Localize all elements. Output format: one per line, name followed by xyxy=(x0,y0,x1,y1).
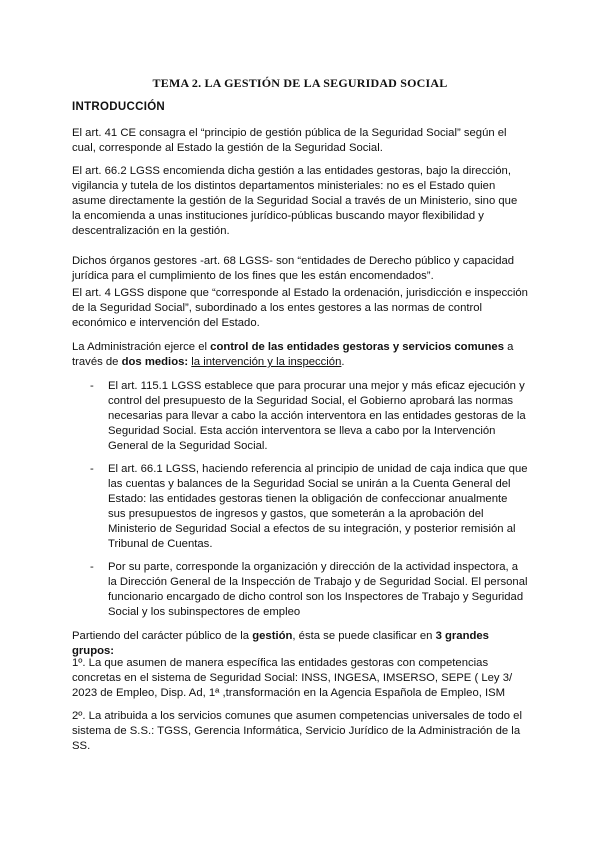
control-underline-means: la intervención y la inspección xyxy=(191,356,342,368)
groups-text-c: , ésta se puede clasificar en xyxy=(292,630,436,642)
control-text-g: . xyxy=(341,356,345,368)
control-text-a: La Administración ejerce el xyxy=(72,341,211,353)
paragraph-principle: El art. 41 CE consagra el “principio de gestión pública de la Seguridad Social” según el cual, corresponde al Estado la gestión de la Seguridad Social. xyxy=(72,127,507,154)
bullet-dash: - xyxy=(90,380,94,392)
paragraph-group-1: 1º. La que asumen de manera específica las entidades gestoras con competencias concretas en el sistema de Seguridad Social: INSS, INGESA, IMSERSO, SEPE ( Ley 3/ 2023 de Empleo, Disp. Ad, 1ª ,transformación en la Agencia Española de Empleo, ISM xyxy=(72,657,513,699)
document-title: TEMA 2. LA GESTIÓN DE LA SEGURIDAD SOCIAL xyxy=(152,76,448,90)
control-bold-means: dos medios: xyxy=(121,356,189,368)
groups-bold-three: 3 grandes grupos: xyxy=(72,630,489,657)
bullet-text: El art. 115.1 LGSS establece que para procurar una mejor y más eficaz ejecución y control del presupuesto de la Seguridad Social, el Gobierno aprobará las normas necesarias para llevar a cabo la acción interventora en las entidades gestoras de la Seguridad Social. Esta acción interventora se lleva a cabo por la Intervención General de la Seguridad Social. xyxy=(108,380,526,452)
paragraph-organs: Dichos órganos gestores -art. 68 LGSS- son “entidades de Derecho público y capacidad jurídica para el cumplimiento de los fines que les están encomendados”. xyxy=(72,255,515,282)
paragraph-groups xyxy=(72,629,528,659)
section-heading: INTRODUCCIÓN xyxy=(72,101,166,113)
control-bold-entities: control de las entidades gestoras y servicios comunes xyxy=(210,341,504,353)
bullet-text: Por su parte, corresponde la organización y dirección de la actividad inspectora, a la Dirección General de la Inspección de Trabajo y de Seguridad Social. El personal funcionario encargado de dicho control son los Inspectores de Trabajo y Seguridad Social y los subinspectores de empleo xyxy=(108,561,528,618)
groups-bold-management: gestión xyxy=(252,630,293,642)
paragraph-control xyxy=(72,340,528,370)
bullet-dash: - xyxy=(90,561,94,573)
bullet-text: El art. 66.1 LGSS, haciendo referencia al principio de unidad de caja indica que que las cuentas y balances de la Seguridad Social se unirán a la Cuenta General del Estado: las entidades gestoras tienen la obligación de confeccionar anualmente sus presupuestos de ingresos y gastos, que someterán a la aprobación del Ministerio de Seguridad Social a efectos de su integración, y posterior remisión al Tribunal de Cuentas. xyxy=(108,463,528,550)
paragraph-group-2: 2º. La atribuida a los servicios comunes que asumen competencias universales de todo el sistema de S.S.: TGSS, Gerencia Informática, Servicio Jurídico de la Administración de la SS. xyxy=(72,710,522,752)
control-text-c: a través de xyxy=(72,341,514,368)
paragraph-entities: El art. 66.2 LGSS encomienda dicha gestión a las entidades gestoras, bajo la dirección, vigilancia y tutela de los distintos departamentos ministeriales: no es el Estado quien asume directamente la gestión de la Seguridad Social a través de un Ministerio, sino que la encomienda a unas instituciones jurídico-públicas buscando mayor flexibilidad y descentralización en la gestión. xyxy=(72,165,518,237)
groups-text-a: Partiendo del carácter público de la xyxy=(72,630,253,642)
paragraph-state: El art. 4 LGSS dispone que “corresponde al Estado la ordenación, jurisdicción e inspección de la Seguridad Social”, subordinado a los entes gestores a las normas de control económico e intervención del Estado. xyxy=(72,287,528,329)
bullet-dash: - xyxy=(90,463,94,475)
